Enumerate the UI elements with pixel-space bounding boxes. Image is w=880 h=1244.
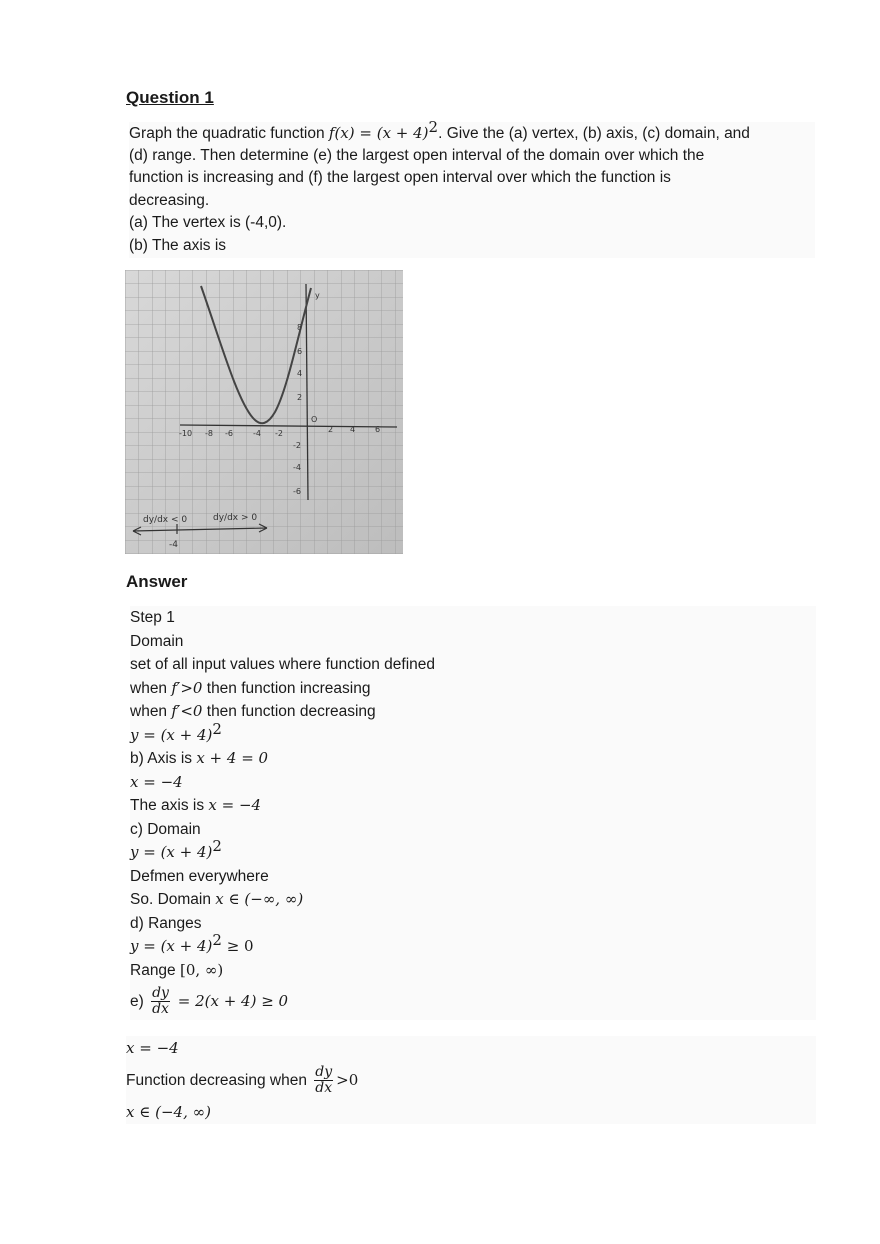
- question-line-4: decreasing.: [129, 191, 210, 209]
- y-axis-name: y: [315, 291, 320, 300]
- domain-heading: Domain: [130, 632, 184, 650]
- y-label: 8: [297, 323, 303, 332]
- y-label: 6: [297, 347, 303, 356]
- y-label: 4: [297, 369, 303, 378]
- decreasing-rule: when f′<0 then function decreasing: [130, 702, 376, 720]
- axis-line: (b) The axis is: [129, 236, 227, 254]
- y-label: -4: [293, 463, 301, 472]
- question-body: [129, 117, 815, 258]
- sign-label-point: -4: [169, 540, 178, 550]
- sign-label-right: dy/dx > 0: [213, 513, 258, 523]
- y-label: -6: [293, 487, 301, 496]
- x-label: -8: [205, 429, 213, 438]
- axis-equation: b) Axis is x + 4 = 0: [130, 749, 269, 767]
- x-label: 2: [328, 425, 334, 434]
- derivative-fraction: $\frac{dy}{dx}$: [152, 985, 169, 1018]
- critical-point: x = −4: [126, 1039, 179, 1057]
- axis-result: The axis is x = −4: [130, 796, 262, 814]
- question-line-1: Graph the quadratic function $f(x) = (x + 4)^2$. Give the (a) vertex, (b) axis, (c) domain, and: [129, 117, 750, 142]
- question-title: Question 1: [126, 88, 214, 107]
- answer-body: [130, 606, 816, 1020]
- y-label: 2: [297, 393, 303, 402]
- domain-result: So. Domain x ∈ (−∞, ∞): [130, 890, 304, 908]
- range-result: Range [0, ∞): [130, 960, 224, 979]
- step-label: Step 1: [130, 609, 175, 626]
- derivative-line: e) $\frac{dy}{dx}$ = 2(x + 4) ≥ 0: [130, 985, 289, 1018]
- decreasing-condition: Function decreasing when $\frac{dy}{dx}$ >0: [126, 1064, 359, 1097]
- graph-svg: [125, 270, 403, 554]
- derivative-fraction: $\frac{dy}{dx}$: [315, 1064, 333, 1097]
- x-label: -4: [253, 429, 261, 438]
- y-label: -2: [293, 441, 301, 450]
- answer-tail: [126, 1036, 816, 1124]
- domain-definition: set of all input values where function defined: [130, 656, 436, 673]
- function-formula: f(x) = (x + 4): [328, 124, 429, 142]
- range-heading: d) Ranges: [130, 914, 202, 932]
- answer-title: Answer: [126, 572, 188, 591]
- range-inequality: $y = (x + 4)^2 \ge 0$: [130, 930, 254, 955]
- vertex-line: (a) The vertex is (-4,0).: [129, 214, 287, 232]
- x-label: 6: [375, 425, 381, 434]
- increasing-rule: when f′>0 then function increasing: [130, 678, 371, 697]
- x-label: -6: [225, 429, 233, 438]
- question-line-3: function is increasing and (f) the largest open interval over which the function is: [129, 169, 671, 187]
- x-value: x = −4: [130, 772, 183, 791]
- origin-label: O: [311, 415, 318, 424]
- sign-label-left: dy/dx < 0: [143, 515, 188, 525]
- defmen-line: Defmen everywhere: [130, 867, 269, 885]
- equation: $y = (x + 4)^2$: [130, 836, 222, 861]
- x-label: -2: [275, 429, 283, 438]
- equation: $y = (x + 4)^2$: [130, 719, 222, 744]
- x-label: 4: [350, 425, 356, 434]
- final-interval: x ∈ (−4, ∞): [126, 1103, 211, 1121]
- x-label: -10: [179, 429, 193, 438]
- question-line-2: (d) range. Then determine (e) the largest open interval of the domain over which the: [129, 146, 705, 164]
- handwritten-graph-photo: [125, 270, 403, 554]
- domain-c-heading: c) Domain: [130, 820, 201, 838]
